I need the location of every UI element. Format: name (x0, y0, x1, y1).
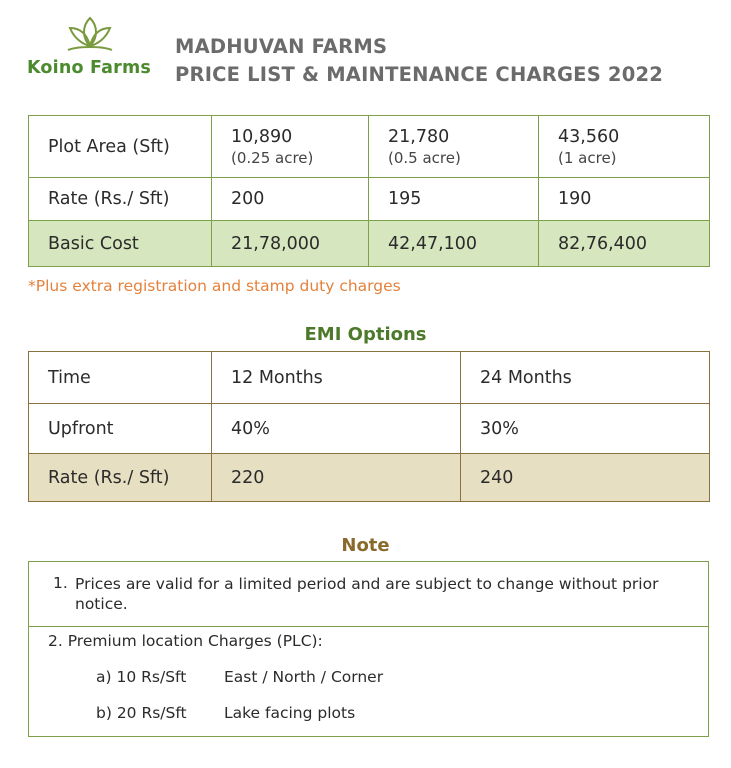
title-line-2: PRICE LIST & MAINTENANCE CHARGES 2022 (175, 63, 664, 86)
table-cell: 200 (212, 178, 369, 221)
table-cell: 190 (539, 178, 710, 221)
table-cell: 82,76,400 (539, 221, 710, 267)
table-cell: 30% (461, 404, 710, 454)
note-text: Prices are valid for a limited period and are subject to change without prior notice. (75, 575, 659, 613)
row-label: Basic Cost (29, 221, 212, 267)
brand-logo (24, 14, 154, 82)
emi-title: EMI Options (304, 324, 427, 345)
table-row (29, 178, 710, 221)
title-line-1: MADHUVAN FARMS (175, 35, 388, 58)
price-table (28, 115, 710, 267)
table-cell: 12 Months (212, 352, 461, 404)
table-cell: 240 (461, 454, 710, 502)
plc-rate: a) 10 Rs/Sft (96, 668, 187, 686)
table-cell: 40% (212, 404, 461, 454)
table-cell: 10,890 (0.25 acre) (212, 116, 369, 178)
plc-description: Lake facing plots (224, 704, 356, 722)
page-title (175, 33, 663, 89)
note-title: Note (341, 535, 390, 556)
lotus-leaf-icon (62, 14, 118, 58)
table-row (29, 116, 710, 178)
table-cell: 42,47,100 (369, 221, 539, 267)
emi-table (28, 351, 710, 502)
note-item-1 (29, 562, 708, 627)
table-cell: 21,780 (0.5 acre) (369, 116, 539, 178)
row-label: Upfront (29, 404, 212, 454)
table-cell: 195 (369, 178, 539, 221)
row-label: Rate (Rs./ Sft) (29, 454, 212, 502)
table-cell: 220 (212, 454, 461, 502)
footnote: *Plus extra registration and stamp duty charges (28, 277, 401, 295)
table-cell: 24 Months (461, 352, 710, 404)
table-row (29, 404, 710, 454)
plc-rate: b) 20 Rs/Sft (96, 704, 187, 722)
plc-description: East / North / Corner (224, 668, 384, 686)
brand-name: Koino Farms (26, 58, 152, 78)
row-label: Time (29, 352, 212, 404)
table-cell: 21,78,000 (212, 221, 369, 267)
note-number: 1. (53, 574, 68, 592)
row-label: Rate (Rs./ Sft) (29, 178, 212, 221)
note-item-2: 2. Premium location Charges (PLC): (48, 632, 323, 650)
row-label: Plot Area (Sft) (29, 116, 212, 178)
table-row (29, 352, 710, 404)
table-row (29, 454, 710, 502)
table-cell: 43,560 (1 acre) (539, 116, 710, 178)
table-row (29, 221, 710, 267)
note-box (28, 561, 709, 737)
